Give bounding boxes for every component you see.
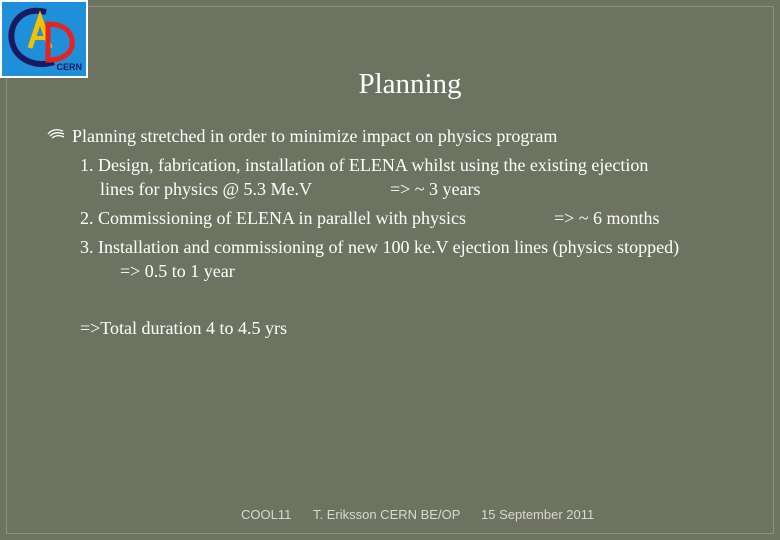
bullet-icon <box>46 127 66 146</box>
ad-logo <box>0 0 88 78</box>
item-1-line-2: lines for physics @ 5.3 Me.V <box>100 179 313 199</box>
item-2-duration: => ~ 6 months <box>554 208 660 228</box>
item-2-line-1: 2. Commissioning of ELENA in parallel with physics <box>80 208 466 228</box>
total-duration: =>Total duration 4 to 4.5 yrs <box>80 318 288 338</box>
bullet-text: Planning stretched in order to minimize impact on physics program <box>72 126 558 146</box>
item-1-duration: => ~ 3 years <box>390 179 481 199</box>
page-title: Planning <box>358 68 462 100</box>
footer-date: 15 September 2011 <box>481 507 595 522</box>
item-3-line-1: 3. Installation and commissioning of new 100 ke.V ejection lines (physics stopped) <box>80 237 680 257</box>
footer-event: COOL11 <box>241 507 292 522</box>
logo-text: CERN <box>56 62 82 72</box>
item-1-line-1: 1. Design, fabrication, installation of ELENA whilst using the existing ejection <box>80 155 649 175</box>
footer-author: T. Eriksson CERN BE/OP <box>313 507 461 522</box>
item-3-line-2: => 0.5 to 1 year <box>120 261 235 281</box>
